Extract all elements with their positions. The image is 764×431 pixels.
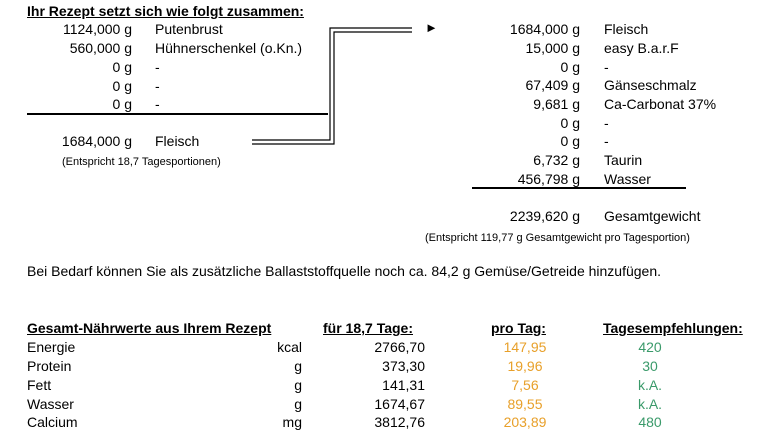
- nutrient-name: Calcium: [27, 414, 78, 430]
- nutrients-header-recommend: Tagesempfehlungen:: [603, 320, 743, 336]
- nutrient-recommend: 30: [642, 358, 658, 374]
- left-amount: 0 g: [112, 59, 132, 75]
- right-amount: 456,798 g: [517, 171, 580, 187]
- left-amount: 560,000 g: [69, 40, 132, 56]
- nutrient-per-day: 203,89: [503, 414, 547, 430]
- nutrient-name: Protein: [27, 358, 72, 374]
- nutrient-name: Energie: [27, 339, 76, 355]
- right-total-amount: 2239,620 g: [509, 208, 580, 224]
- right-amount: 9,681 g: [533, 96, 580, 112]
- right-name: -: [604, 115, 609, 131]
- right-amount: 67,409 g: [525, 77, 580, 93]
- nutrient-recommend: k.A.: [637, 396, 663, 412]
- nutrient-unit: g: [294, 377, 302, 393]
- right-name: Fleisch: [604, 21, 649, 37]
- nutrient-unit: mg: [282, 414, 302, 430]
- right-amount: 0 g: [560, 115, 580, 131]
- right-name: Taurin: [604, 152, 643, 168]
- left-amount: 0 g: [112, 78, 132, 94]
- nutrient-unit: g: [294, 396, 302, 412]
- right-amount: 0 g: [560, 133, 580, 149]
- nutrients-header-per-day: pro Tag:: [491, 320, 546, 336]
- nutrient-total: 141,31: [382, 377, 425, 393]
- nutrient-per-day: 147,95: [503, 339, 547, 355]
- nutrient-name: Wasser: [27, 396, 74, 412]
- right-name: Gänseschmalz: [604, 77, 697, 93]
- nutrient-per-day: 19,96: [507, 358, 543, 374]
- right-amount: 1684,000 g: [509, 21, 580, 37]
- nutrient-per-day: 89,55: [507, 396, 543, 412]
- nutrient-recommend: 480: [638, 414, 662, 430]
- left-name: -: [155, 78, 160, 94]
- arrow-icon: ►: [425, 20, 438, 35]
- nutrient-total: 2766,70: [374, 339, 425, 355]
- nutrients-header-total: für 18,7 Tage:: [323, 320, 413, 336]
- right-name: Ca-Carbonat 37%: [604, 96, 717, 112]
- ballast-note: Bei Bedarf können Sie als zusätzliche Ballaststoffquelle noch ca. 84,2 g Gemüse/Getreide hinzufügen.: [27, 263, 662, 279]
- nutrient-per-day: 7,56: [511, 377, 539, 393]
- left-name: -: [155, 96, 160, 112]
- left-total-amount: 1684,000 g: [61, 133, 132, 149]
- right-amount: 15,000 g: [525, 40, 580, 56]
- recipe-title: Ihr Rezept setzt sich wie folgt zusammen:: [27, 3, 304, 19]
- nutrients-header-label: Gesamt-Nährwerte aus Ihrem Rezept: [27, 320, 272, 336]
- nutrient-recommend: 420: [638, 339, 662, 355]
- right-name: -: [604, 133, 609, 149]
- right-amount: 0 g: [560, 59, 580, 75]
- left-name: Putenbrust: [155, 21, 223, 37]
- nutrient-name: Fett: [27, 377, 52, 393]
- left-amount: 0 g: [112, 96, 132, 112]
- nutrient-recommend: k.A.: [637, 377, 663, 393]
- right-name: easy B.a.r.F: [604, 40, 679, 56]
- right-portion-note: (Entspricht 119,77 g Gesamtgewicht pro Tagesportion): [425, 232, 690, 244]
- nutrient-unit: kcal: [277, 339, 302, 355]
- left-amount: 1124,000 g: [62, 21, 132, 37]
- left-total-name: Fleisch: [155, 133, 200, 149]
- right-sum-divider: [472, 187, 686, 189]
- nutrient-unit: g: [294, 358, 302, 374]
- left-name: Hühnerschenkel (o.Kn.): [155, 40, 303, 56]
- nutrient-total: 373,30: [382, 358, 425, 374]
- right-name: Wasser: [604, 171, 651, 187]
- right-name: -: [604, 59, 609, 75]
- nutrient-total: 3812,76: [374, 414, 425, 430]
- right-total-name: Gesamtgewicht: [604, 208, 701, 224]
- right-amount: 6,732 g: [533, 152, 580, 168]
- nutrient-total: 1674,67: [374, 396, 425, 412]
- left-name: -: [155, 59, 160, 75]
- left-portion-note: (Entspricht 18,7 Tagesportionen): [62, 156, 221, 168]
